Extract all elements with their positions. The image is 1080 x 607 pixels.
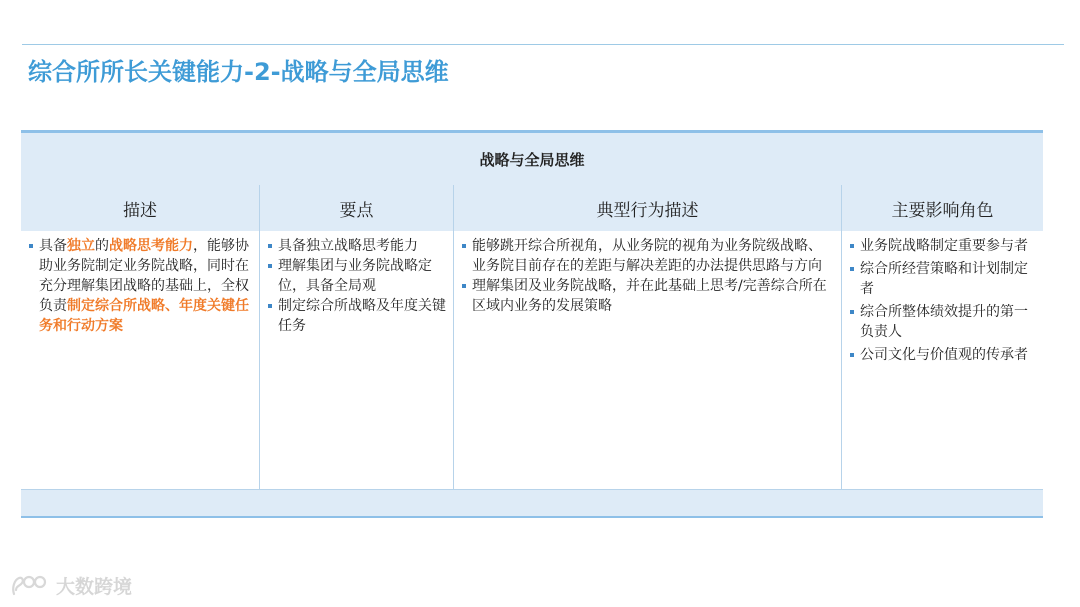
description-item (29, 236, 253, 336)
watermark-logo (10, 572, 132, 599)
table-header-row (21, 185, 1043, 232)
highlight-strategic-thinking: 战略思考能力 (109, 238, 193, 254)
header-typical-behaviors: 典型行为描述 (454, 185, 842, 231)
table-body-row (21, 231, 1043, 490)
header-key-points: 要点 (260, 185, 454, 231)
description-text: 具备 (39, 238, 67, 254)
watermark-text: 大数跨境 (56, 576, 133, 598)
competency-table (21, 130, 1043, 515)
description-text: 的 (95, 238, 109, 254)
role-item: 综合所经营策略和计划制定者 (850, 259, 1037, 299)
top-divider (22, 44, 1064, 45)
behavior-item: 能够跳开综合所视角，从业务院的视角为业务院级战略、业务院目前存在的差距与解决差距的办法提供思路与方向 (462, 236, 835, 276)
highlight-strategy-plan: 制定综合所战略、年度关键任务和行动方案 (39, 298, 249, 334)
behavior-item: 理解集团及业务院战略，并在此基础上思考/完善综合所在区域内业务的发展策略 (462, 276, 835, 316)
page-title: 综合所所长关键能力-2-战略与全局思维 (28, 58, 449, 86)
description-cell (21, 231, 260, 489)
key-point-item: 制定综合所战略及年度关键任务 (268, 296, 447, 336)
role-item: 业务院战略制定重要参与者 (850, 236, 1037, 256)
header-roles: 主要影响角色 (891, 200, 994, 221)
roles-cell (842, 231, 1043, 489)
key-point-item: 理解集团与业务院战略定位，具备全局观 (268, 256, 447, 296)
header-description: 描述 (21, 185, 260, 231)
description-text: ，能够协助业务院制定业务院战略，同时在充分理解集团战略的基础上，全权负责 (39, 238, 249, 314)
key-points-cell (260, 231, 454, 489)
typical-behaviors-cell (454, 231, 842, 489)
role-item: 公司文化与价值观的传承者 (850, 345, 1037, 365)
highlight-independent: 独立 (67, 238, 95, 254)
dashuju-logo-icon (10, 574, 50, 598)
key-point-item: 具备独立战略思考能力 (268, 236, 447, 256)
table-footer-row (21, 490, 1043, 518)
table-title: 战略与全局思维 (21, 133, 1043, 186)
role-item: 综合所整体绩效提升的第一负责人 (850, 302, 1037, 342)
